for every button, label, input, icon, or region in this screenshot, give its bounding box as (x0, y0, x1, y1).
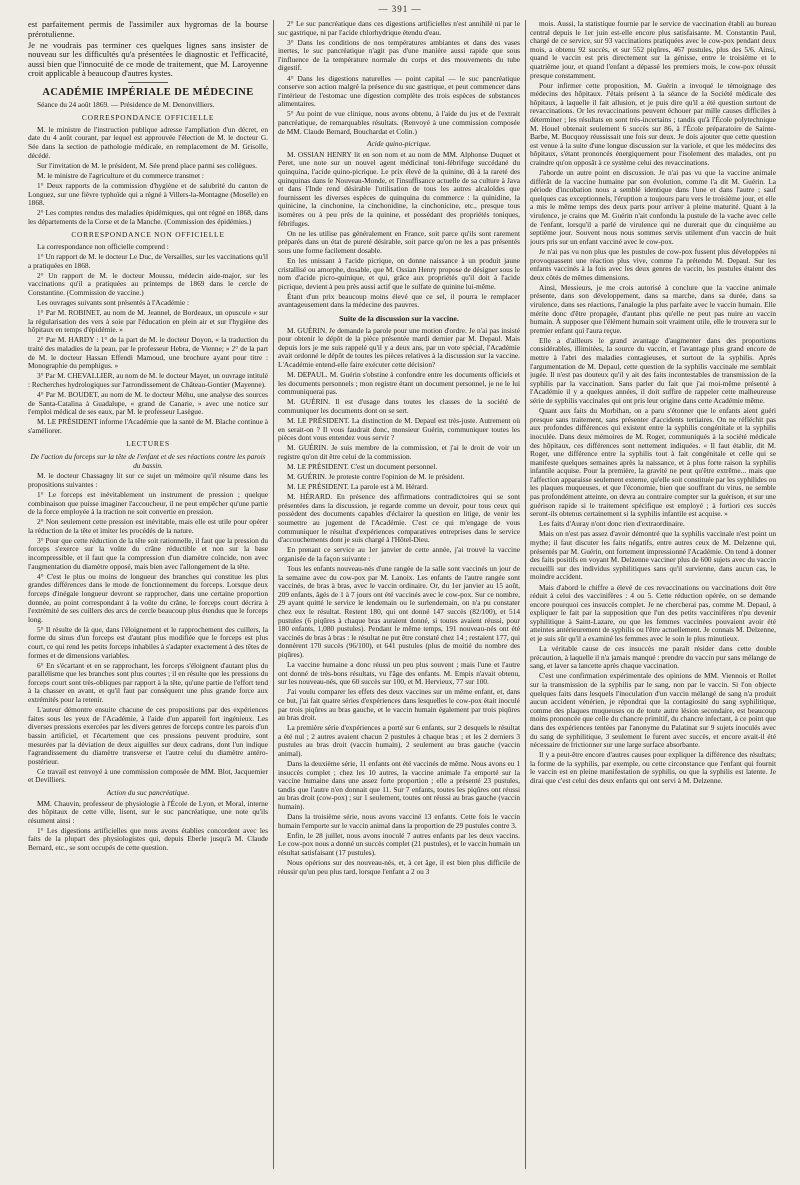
paragraph: J'aborde un autre point en discussion. Je n'ai pas vu que la vaccine animale différât de la vaccine humaine par son évolution, comme l'a dit M. Guérin. La période d'incubation nous a semblé identique dans l'une et dans l'autre ; sauf quelques cas exceptionnels, l'éruption a toujours paru vers le troisième jour, et elle a mis le même temps des deux parts pour arriver à pleine maturité. Quant à la virulence, je crains que M. Guérin n'ait confondu la pustule de la vache avec celle de l'enfant, lorsqu'il a parlé de virulence qui ne durerait que du cinquième au septième jour. Souvent nous nous sommes servis utilement d'un vaccin de huit jours pris sur un enfant vacciné avec le cow-pox. (530, 168, 776, 246)
paragraph: En prenant ce service au 1er janvier de cette année, j'ai trouvé la vaccine organisée de la façon suivante : (278, 545, 520, 563)
lectures-subtitle: De l'action du forceps sur la tête de l'enfant et de ses réactions contre les parois du bassin. (30, 452, 266, 470)
paragraph: Les faits d'Auray n'ont donc rien d'extraordinaire. (539, 519, 685, 529)
paragraph: M. GUÉRIN. Il est d'usage dans toutes les classes de la société de communiquer les documents dont on se sert. (278, 397, 520, 415)
paragraph: M. DEPAUL. M. Guérin s'obstine à confondre entre les documents officiels et les documents personnels ; mon registre étant un document personnel, je ne le lui communiquerai pas. (278, 370, 520, 397)
lectures-heading: LECTURES (126, 439, 170, 449)
paragraph: M. OSSIAN HENRY lit en son nom et au nom de MM. Alphonse Duquet et Peret, une note sur un nouvel agent médicinal toni-fébrifuge succédané du quinquina, l'acide quino-picrique. Le prix élevé de la quinine, dû à la rareté des quinquinas dans le Nouveau-Monde, et l'insuffisance actuelle de sa culture à Java et dans l'Inde rend désirable l'utilisation de tous les autres alcaloïdes que fournissent les diverses espèces de quinquina du commerce : la quinidine, la quinicine, la cinchonine, la cinchonidine, la cinchonicine, etc., presque tous isomères ou à peu près de la quinine, et possédant des propriétés toniques, fébrifuges. (278, 149, 520, 228)
unofficial-correspondence-heading: CORRESPONDANCE NON OFFICIELLE (71, 230, 225, 240)
paragraph: 4° Dans les digestions naturelles — point capital — le suc pancréatique conserve son action malgré la présence du suc gastrique, et peut commencer dans l'intérieur de l'estomac une digestion complète des trois espèces de substances alimentaires. (278, 73, 520, 109)
pancreatic-subtitle: Action du suc pancréatique. (106, 788, 190, 797)
paragraph: Mais d'abord le chiffre a élevé de ces revaccinations ou vaccinations doit être réduit à celui des vaccinifères : 4 ou 5. Cette réduction opérée, on se demande encore pourquoi ces insuccès complet. Je ne chercherai pas, comme M. Depaul, à expliquer le fait par la supposition que l'un des petits vaccinifères n'pu devenir syphilitique à Saint-Lazare, ou que les femmes vaccinées pouvaient avoir été atteintes antérieurement de syphilis ou l'être actuellement. Je connais M. Delzenne, et je suis sûr qu'il a examiné les femmes avec le soin le plus minutieux. (530, 582, 776, 644)
paragraph: J'ai voulu comparer les effets des deux vaccines sur un même enfant, et, dans ce but, j'ai fait quatre séries d'expériences dans lesquelles le cow-pox était inoculé par trois piqûres au bras gauche, et le vaccin humain également par trois piqûres au bras droit. (278, 687, 520, 723)
paragraph: 4° Par M. BOUDET, au nom de M. le docteur Méhu, une analyse des sources de Santa-Catalina à Guadalupe, « grand de Canarie, » avec une notice sur l'emploi médical de ses eaux, par M. le professeur Lasègue. (28, 389, 268, 417)
paragraph: M. LE PRÉSIDENT informe l'Académie que la santé de M. Blache continue à s'améliorer. (28, 417, 268, 435)
paragraph: M. le docteur Chassagny lit sur ce sujet un mémoire qu'il résume dans les propositions suivantes : (28, 471, 268, 489)
paragraph: 5° Il résulte de là que, dans l'éloignement et le rapprochement des cuillers, la forme du sinus d'un forceps est d'autant plus modifiée que le forceps est plus court, ce qui rend les petits forceps inhabiles à s'adapter exactement à des têtes de formes et de dimensions variables. (28, 624, 268, 660)
paragraph: 1° Par M. ROBINET, au nom de M. Jeannel, de Bordeaux, un opuscule « sur la régularisation des vers à soie par l'éducation en plein air et sur l'hygiène des hôpitaux en temps d'épidémie. » (28, 308, 268, 335)
paragraph: M. LE PRÉSIDENT. La distinction de M. Depaul est très-juste. Autrement où en serait-on ? Il vous faudrait donc, monsieur Guérin, communiquer toutes les pièces dont vous entendez vous servir ? (278, 416, 520, 443)
paragraph: La véritable cause de ces insuccès me paraît résider dans cette double précaution, à laquelle il n'a jamais manqué : prendre du vaccin pur sans mélange de sang, et laver sa lancette après chaque vaccination. (530, 644, 776, 671)
quinine-subtitle: Acide quino-picrique. (366, 139, 432, 149)
lead-paragraph: est parfaitement permis de l'assimiler aux hygromas de la bourse prérotulienne. (28, 20, 268, 39)
paragraph: 1° Les digestions artificielles que nous avons établies concordent avec les faits de la plupart des physiologistes qui, depuis Eberle jusqu'à M. Claude Bernard, etc., se sont occupés de cette question. (28, 825, 268, 853)
page-number: — 391 — (378, 4, 422, 14)
paragraph: 2° Un rapport de M. le docteur Moussu, médecin aide-major, sur les vaccinations qu'il a pratiquées au printemps de 1869 dans le cercle de Constantine. (Commission de vaccine.) (28, 270, 268, 297)
paragraph: 6° En s'écartant et en se rapprochant, les forceps s'éloignent d'autant plus du parallélisme que les branches sont plus courtes ; il en résulte que les pressions du forceps court sont très-obliques par rapport à la tête, qu'une partie de l'effort tend à la chasser en avant, et qu'il faut par conséquent une plus grande force aux extrémités pour la retenir. (28, 660, 268, 705)
paragraph: M. HÉRARD. En présence des affirmations contradictoires qui se sont présentées dans la discussion, je regarde comme un devoir, pour tous ceux qui possèdent des documents capables d'éclairer la question en litige, de venir les soumettre au jugement de l'Académie. C'est ce qui m'engage de vous communiquer le résultat d'expériences comparatives entreprises dans le service d'accouchements dont je suis chargé à l'Hôtel-Dieu. (278, 492, 520, 545)
paragraph: MM. Chauvin, professeur de physiologie à l'École de Lyon, et Moral, interne des hôpitaux de cette ville, lisent, sur le suc pancréatique, une note qu'ils résument ainsi : (28, 798, 268, 825)
discussion-heading: Suite de la discussion sur la vaccine. (339, 314, 459, 323)
paragraph: On ne les utilise pas généralement en France, soit parce qu'ils sont rarement préparés dans un état de pureté désirable, soit parce qu'on ne les a pas présentés sous une forme facilement dosable. (278, 228, 520, 255)
paragraph: M. GUÉRIN. Je demande la parole pour une motion d'ordre. Je n'ai pas insisté pour obtenir le dépôt de la pièce présentée mardi dernier par M. Depaul. Mais depuis lors je me suis rappelé qu'il y a deux ans, par un vote spécial, l'Académie avait ordonné le dépôt de toutes les pièces relatives à la discussion sur la vaccine. L'Académie entend-elle faire exécuter cette décision? (278, 325, 520, 369)
paragraph: Je n'ai pas vu non plus que les pustules de cow-pox fussent plus développées ni provoquassent une réaction plus vive, comme l'a prétendu M. Depaul. Sur les enfants vaccinés à la fois avec les deux genres de vaccin, les pustules étaient des deux côtés de mêmes dimensions. (530, 246, 776, 282)
official-correspondence-heading: CORRESPONDANCE OFFICIELLE (81, 113, 215, 123)
middle-column (278, 20, 520, 1169)
paragraph: Les ouvrages suivants sont présentés à l'Académie : (37, 298, 190, 308)
paragraph: 2° Non seulement cette pression est inévitable, mais elle est utile pour opérer la réduction de la tête et imiter les procédés de la nature. (28, 517, 268, 535)
paragraph: 2° Le suc pancréatique dans ces digestions artificielles n'est annihilé ni par le suc gastrique, ni par l'acide chlorhydrique étendu d'eau. (278, 20, 520, 37)
paragraph: Quant aux faits du Morbihan, on a paru s'étonner que le enfants aient guéri presque sans traitement, sans présenter d'accidents tertiaires. On ne réfléchit pas aux profondes différences qui existent entre la syphilis congénitale et la syphilis inoculée. Dans deux mémoires de M. Roger, communiqués à la société médicale des hôpitaux, ces différences sont nettement indiquées. « Il faut établir, dit M. Roger, une différence entre la syphilis tout à fait congénitale et celle qui se manifeste quelques semaines après la naissance, et à plus forte raison la syphilis infantile acquise. Pour la première, la gravité ne peut qu'être extrême... mais que l'affection apparaisse seulement externe, qu'elle soit constituée par les syphilides ou les plaques muqueuses, et que l'économie, bien que souffrant du virus, ne semble pas profondément atteinte, on devra au contraire compter sur la guérison, et sur une guérison rapide si le traitement spécifique est employé ; à fortiori ces succès seront-ils obtenus certainement si la syphilis infantile est acquise. » (530, 406, 776, 519)
paragraph: M. GUÉRIN. Je suis membre de la commission, et j'ai le droit de voir un registre qu'on dit être celui de la commission. (278, 443, 520, 461)
paragraph: C'est une confirmation expérimentale des opinions de MM. Viennois et Rollet sur la transmission de la syphilis par le sang, non par le vaccin. Si l'on objecte quelques faits dans lesquels l'inoculation d'un vaccin mélangé de sang n'a produit aucun accident vénérien, je répondrai que la contagiosité du sang syphilitique, comme des plaques muqueuses ou de toute autre lésion secondaire, est beaucoup moins prononcée que celle du chancre primitif, du chancre infectant, à ce point que dans des expériences tentées par l'anonyme du Palatinat sur 9 sujets inoculés avec du sang de syphilitique, 3 seulement le furent avec succès, et encore avait-il été nécessaire de frictionner sur une large surface absorbante. (530, 671, 776, 750)
left-column (28, 20, 268, 1169)
paragraph: Enfin, le 28 juillet, nous avons inoculé 7 autres enfants par les deux vaccins. Le cow-pox nous a donné un succès complet (21 pustules), et le vaccin humain un résultat satisfaisant (17 pustules). (278, 830, 520, 858)
paragraph: 5° Au point de vue clinique, nous avons obtenu, à l'aide du jus et de l'extrait pancréatique, de remarquables résultats. (Renvoyé à une commission composée de MM. Claude Bernard, Bouchardat et Colin.) (278, 109, 520, 136)
column-rule-right (525, 20, 526, 1169)
paragraph: 1° Un rapport de M. le docteur Le Duc, de Versailles, sur les vaccinations qu'il a pratiquées en 1868. (28, 252, 268, 270)
divider (128, 82, 168, 83)
paragraph: M. le ministre de l'agriculture et du commerce transmet : (37, 170, 204, 180)
paragraph: 3° Par M. CHEVALLIER, au nom de M. le docteur Mayet, un ouvrage intitulé : Recherches hydrologiques sur l'arrondissement de Château-Gontier (Mayenne). (28, 371, 268, 389)
paragraph: 3° Pour que cette réduction de la tête soit rationnelle, il faut que la pression du forceps s'exerce sur la voûte du crâne réductible et non sur la base incompressible, et il faut que la compression d'un diamètre coïncide, non avec l'augmentation du diamètre opposé, mais bien avec l'allongement de la tête. (28, 535, 268, 571)
paragraph: Sur l'invitation de M. le président, M. Sée prend place parmi ses collègues. (37, 160, 257, 170)
paragraph: 2° Par M. HARDY : 1° de la part de M. le docteur Doyon, « la traduction du traité des maladies de la peau, par le professeur Hebra, de Vienne; » 2° de la part de M. le docteur Hassan Effendi Mamoud, une brochure ayant pour titre : Monographie du pemphigus. » (28, 335, 268, 371)
paragraph: La correspondance non officielle comprend : (37, 241, 169, 251)
paragraph: L'auteur démontre ensuite chacune de ces propositions par des expériences faites sous les yeux de l'Académie, à l'aide d'un appareil fort ingénieux. Les diverses pressions exercées par les divers genres de forceps contre les parois d'un bassin artificiel, et l'écartement que ces pressions peuvent produire, sont mesurées par la déviation de deux aiguilles sur deux cadrans, dont l'un indique l'agrandissement du diamètre transverse et l'autre celui du diamètre antéro-postérieur. (28, 705, 268, 766)
paragraph: 1° Le forceps est inévitablement un instrument de pression ; quelque combinaison que puisse imaginer l'accoucheur, il ne peut empêcher qu'une partie de la force employée à la traction ne soit convertie en pression. (28, 489, 268, 517)
paragraph: 4° C'est le plus ou moins de longueur des branches qui constitue les plus grandes différences dans le mode de fonctionnement du forceps. Lorsque deux forceps d'inégale longueur devront se rapprocher, dans une certaine proportion donnée, au point correspondant à la voûte du crâne, le forceps court décrira à l'extrémité de ses cuillers des arcs de cercle beaucoup plus étendus que le forceps long. (28, 571, 268, 624)
paragraph: Dans la troisième série, nous avons vacciné 13 enfants. Cette fois le vaccin humain l'emporte sur le vaccin animal dans la proportion de 29 pustules contre 3. (278, 812, 520, 830)
lead-paragraph: Je ne voudrais pas terminer ces quelques lignes sans insister de nouveau sur les difficultés qu'a présentées le diagnostic et l'efficacité, aussi bien que l'innocuité de ce mode de traitement, que M. Laroyenne croit applicable à beaucoup d'autres kystes. (28, 40, 268, 79)
session-line: Séance du 24 août 1869. — Présidence de M. Denonvilliers. (37, 99, 215, 109)
paragraph: Nous opérions sur des nouveau-nés, et, à cet âge, il est bien plus difficile de réussir qu'un peu plus tard, lorsque l'enfant a 2 ou 3 (278, 858, 520, 876)
paragraph: 1° Deux rapports de la commission d'hygiène et de salubrité du canton de Longuez, sur une fièvre typhoïde qui a régné à Villers-la-Montagne (Moselle) en 1868. (28, 180, 268, 208)
paragraph: M. le ministre de l'instruction publique adresse l'ampliation d'un décret, en date du 4 août courant, par lequel est approuvée l'élection de M. le docteur G. Sée dans la section de pathologie médicale, en remplacement de M. Grisolle, décédé. (28, 124, 268, 160)
paragraph: Mais on n'est pas assez d'avoir démontré que la syphilis vaccinale n'est point un mythe; il faut discuter les faits négatifs, entre autres ceux de M. Delzenne qui, présentés par M. Guérin, ont fortement impressionné l'Académie. On tend à donner des faits positifs en voyant M. Delzenne vacciner plus de 600 sujets avec du vaccin recueilli sur des individus syphilitiques sans qu'il survienne, dans aucun cas, le moindre accident. (530, 529, 776, 582)
paragraph: M. LE PRÉSIDENT. C'est un document personnel. (287, 462, 438, 471)
paragraph: Pour infirmer cette proposition, M. Guérin a invoqué le témoignage des médecins des hôpitaux. J'étais présent à la séance de la Société médicale des hôpitaux, à laquelle il fait allusion, et je puis dire qu'il a été question surtout de revaccinations. Or les revaccinations peuvent échouer par mille causes difficiles à déterminer ; les résultats en sont très-incertains ; tandis qu'à l'École polytechnique M. Houel obtenait seulement 6 succès sur 86, à l'École préparatoire de Sainte-Barbe, M. Bucquoy réussissait une fois sur deux. Je dois ajouter que cette question est venue à la suite d'une longue discussion sur la variole, et que les médecins des hôpitaux, s'étant prononcés énergiquement pour l'isolement des malades, ont pu craindre qu'on opposât à ce système celui des revaccinations. (530, 80, 776, 167)
paragraph: 2° Les comptes rendus des maladies épidémiques, qui ont régné en 1868, dans les départements de la Corse et de la Manche. (Commission des épidémies.) (28, 208, 268, 226)
paragraph: La première série d'expériences a porté sur 6 enfants, sur 2 desquels le résultat a été nul ; 2 autres avaient chacun 2 pustules à chaque bras ; et les 2 derniers 3 pustules au bras droit (vaccin humain), 2 seulement au bras gauche (vaccin animal). (278, 723, 520, 758)
paragraph: Tous les enfants nouveau-nés d'une rangée de la salle sont vaccinés un jour de la semaine avec du cow-pox par M. Lanoix. Les enfants de l'autre rangée sont vaccinés, de bras à bras, avec le vaccin ordinaire. Or, du 1er janvier au 15 août, 209 enfants, âgés de 1 à 7 jours ont été vaccinés avec le cow-pox. Sur ce nombre, 29 ayant quitté le service le lendemain ou le surlendemain, on n'a pu constater chez eux le résultat. Restent 180, qui ont donné 147 succès (82/100), et 514 pustules (6 piqûres à chaque bras auraient donné, si toutes avaient réussi, pour 180 enfants, 1,080 pustules). Pendant le même temps, 191 nouveau-nés ont été vaccinés de bras à bras : le résultat ne put être constaté chez 14 ; restaient 177, qui donnèrent 170 succès (96/100), et 641 pustules (plus de moitié du nombre des piqûres). (278, 564, 520, 659)
paragraph: M. GUÉRIN. Je proteste contre l'opinion de M. le président. (287, 472, 465, 482)
paragraph: M. LE PRÉSIDENT. La parole est à M. Hérard. (287, 482, 428, 492)
column-rule-left (273, 20, 274, 1169)
right-column (530, 20, 776, 1169)
paragraph: En les unissant à l'acide picrique, on donne naissance à un produit jaune cristallisé ou amorphe, dosable, que M. Ossian Henry propose de désigner sous le nom d'acide picro-quinique, et qui, grâce aux propriétés qu'il doit à l'acide picrique, devient à peu près aussi actif que le sulfate de quinine lui-même. (278, 255, 520, 291)
paragraph: Elle a d'ailleurs le grand avantage d'augmenter dans des proportions considérables, illimitées, la source du vaccin, et l'avantage plus grand encore de mettre à l'abri des maladies contagieuses, et surtout de la syphilis. Après l'argumentation de M. Depaul, cette question de la syphilis vaccinale me semblait jugée. Il n'est pas douteux qu'il y ait des faits incontestables de transmission de la syphilis par la vaccination. Sans parler du fait que j'ai moi-même présenté à l'Académie il y a quelques années, il doit suffire de rappeler cette malheureuse série de syphilis vaccinales qui ont pris leur origine dans cette Académie même. (530, 335, 776, 406)
paragraph: Étant d'un prix beaucoup moins élevé que ce sel, il pourra le remplacer avantageusement dans la médecine des pauvres. (278, 291, 520, 310)
paragraph: Ainsi, Messieurs, je me crois autorisé à conclure que la vaccine animale présente, dans son développement, dans sa marche, dans sa durée, dans sa virulence, dans ses réactions, l'analogie la plus parfaite avec le vaccin humain. Elle mérite donc d'être propagée, d'autant plus qu'elle ne peut pas nuire au vaccin humain. À supposer que l'élément humain soit vraiment utile, elle le trouvera sur le premier enfant qui l'aura reçue. (530, 282, 776, 335)
paragraph: 3° Dans les conditions de nos températures ambiantes et dans des vases inertes, le suc pancréatique n'agit pas d'une manière aussi rapide que sous l'influence de la température normale du corps et des mouvements du tube digestif. (278, 37, 520, 73)
paragraph: Ce travail est renvoyé à une commission composée de MM. Blot, Jacquemier et Devilliers. (28, 766, 268, 785)
paragraph: Il y a peut-être encore d'autres causes pour expliquer la différence des résultats; la forme de la syphilis, par exemple, ou cette circonstance que l'enfant qui fournit le vaccin est en pleine manifestation de syphilis, ou que la syphilis est latente. Je dirai que c'est celui des deux enfants qui ont servi à M. Delzenne. (530, 750, 776, 786)
paragraph: Dans la deuxième série, 11 enfants ont été vaccinés de même. Nous avons eu 1 insuccès complet ; chez les 10 autres, la vaccine animale l'a emporté sur la vaccine humaine dans une assez forte proportion ; elle a présenté 23 pustules, tandis que l'autre n'en donnait que 11. Sur 7 enfants, toutes les piqûres ont réussi au bras droit (cow-pox) ; sur 1 seulement, toutes ont réussi au bras gauche (vaccin humain). (278, 759, 520, 812)
section-title: ACADÉMIE IMPÉRIALE DE MÉDECINE (42, 87, 254, 99)
paragraph: mois. Aussi, la statistique fournie par le service de vaccination établi au bureau central depuis le 1er juin est-elle encore plus satisfaisante. M. Constantin Paul, chargé de ce service, sur 93 vaccinations pratiquées avec le cow-pox pendant deux mois, a obtenu 92 succès, et sur 552 piqûres, 467 pustules, plus des 5/6. Ainsi, quand le vaccin est pris directement sur la génisse, entre le troisième et le quatrième jour, et quand l'enfant a dépassé les premiers mois, le cow-pox réussit presque constamment. (530, 20, 776, 80)
paragraph: La vaccine humaine a donc réussi un peu plus souvent ; mais l'une et l'autre ont donné de très-bons résultats, vu l'âge des enfants. M. Empis n'avait obtenu, sur les nouveau-nés, que 60 succès sur 100, et M. Hervieux, 77 sur 100. (278, 660, 520, 687)
